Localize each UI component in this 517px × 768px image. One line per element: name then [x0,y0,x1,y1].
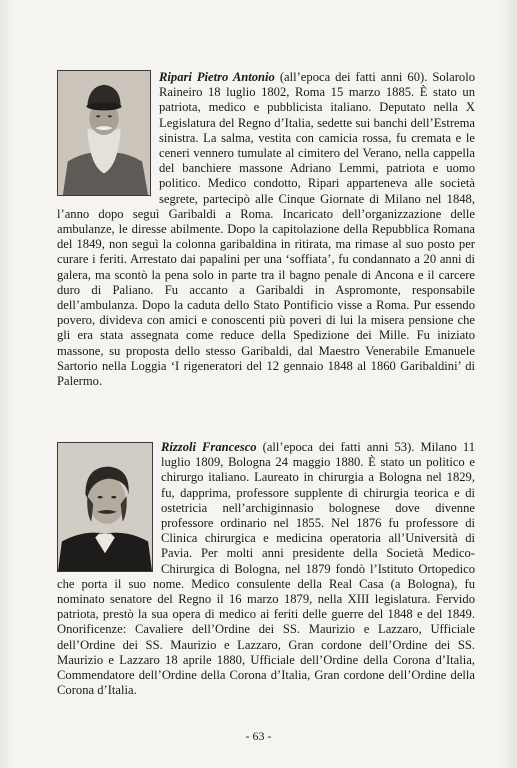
biography-entry-rizzoli [57,440,475,698]
portrait-ripari-photo [57,70,151,196]
page-number: - 63 - [245,729,272,743]
person-name: Ripari Pietro Antonio [159,70,275,84]
biography-text: (all’epoca dei fatti anni 53). Milano 11 luglio 1809, Bologna 24 maggio 1880. È stato un politico e chirurgo italiano. Laureato in chirurgia a Bologna nel 1829, fu, dapprima, professore supplente di chirurgia teorica e di ostetricia nell’archiginnasio bolognese dove divenne professore ordinario nel 1855. Nel 1876 fu professore di Clinica chirurgica e medicina operatoria all’Università di Pavia. Per molti anni presidente della Società Medico-Chirurgica di Bologna, nel 1879 fondò l’Istituto Ortopedico che porta il suo nome. Medico consulente della Real Casa (a Bologna), fu nominato senatore del Regno il 16 marzo 1879, nella XIII legislatura. Fervido patriota, prestò la sua opera di medico ai feriti delle guerre del 1848 e del 1849. Onorificenze: Cavaliere dell’Ordine dei SS. Maurizio e Lazzaro, Ufficiale dell’Ordine dei SS. Maurizio e Lazzaro, Gran cordone dell’Ordine dei SS. Maurizio e Lazzaro 18 aprile 1880, Ufficiale dell’Ordine della Corona d’Italia, Commendatore dell’Ordine della Corona d’Italia, Gran cordone dell’Ordine della Corona d’Italia. [57,440,475,698]
portrait-rizzoli-photo [57,442,153,572]
biography-text: (all’epoca dei fatti anni 60). Solarolo Raineiro 18 luglio 1802, Roma 15 marzo 1885. È stato un patriota, medico e pubblicista italiano. Deputato nella X Legislatura del Regno d’Italia, sedette sui banchi dell’Estrema sinistra. La salma, vestita con camicia rossa, fu cremata e le ceneri vennero tumulate al cimitero del Verano, nella cappella del banchiere massone Adriano Lemmi, patriota e uomo politico. Medico condotto, Ripari apparteneva alle società segrete, partecipò alle Cinque Giornate di Milano nel 1848, l’anno dopo seguì Garibaldi a Roma. Incaricato dell’organizzazione delle ambulanze, le diresse abilmente. Dopo la capitolazione della Repubblica Romana del 1849, non seguì la colonna garibaldina in ritirata, ma rimase al suo posto per curare i feriti. Arrestato dai papalini per una ‘soffiata’, fu condannato a 20 anni di galera, ma scontò la pena solo in parte tra il bagno penale di Ancona e il carcere duro di Paliano. Fu accanto a Garibaldi in Aspromonte, responsabile dell’ambulanza. Dopo la caduta dello Stato Pontificio visse a Roma. Pur essendo povero, divideva con amici e conoscenti più poveri di lui la misera pensione che gli era stata assegnata come reduce della Spedizione dei Mille. Fu iniziato massone, su proposta dello stesso Garibaldi, dal Maestro Venerabile Emanuele Sartorio nella Loggia ‘I rigeneratori del 12 gennaio 1848 al 1860 Garibaldini’ di Palermo. [57,70,475,389]
person-name: Rizzoli Francesco [161,440,257,454]
biography-entry-ripari [57,70,475,389]
